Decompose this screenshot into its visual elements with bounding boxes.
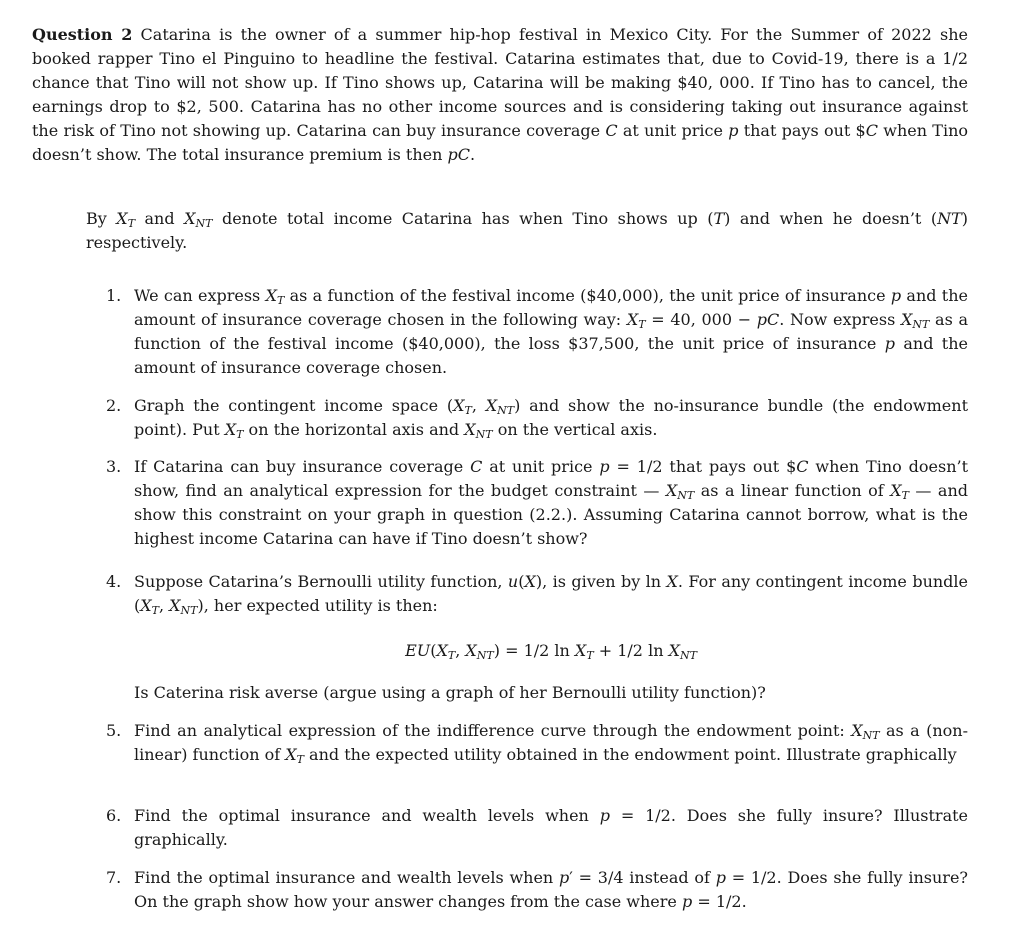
question-intro-text: Catarina is the owner of a summer hip-hop festival in Mexico City. For the Summer of 2022 she booked rapper Tino el Pinguino to headline the festival. Catarina estimates that, due to Covid-19, there is a 1/2 chance that Tino will not show up. If Tino shows up, Catarina will be making $40, 000. If Tino has to cancel, the earnings drop to $2, 500. Catarina has no other income sources and is considering taking out insurance against the risk of Tino not showing up. Catarina can buy insurance coverage C at unit price p that pays out $C when Tino doesn’t show. The total insurance premium is then pC. xyxy=(32,25,969,164)
item-text: We can express $X_T$ as a function of the festival income ($40,000), the unit price of insurance p and the amount of insurance coverage chosen in the following way: $X_T = 40$, 000 − pC. Now express $X_{NT}$ as a function of the festival income ($40,000), the loss $37,500, the unit price of insurance p and the amount of insurance coverage chosen. xyxy=(134,286,969,377)
list-item-1 xyxy=(106,284,968,380)
item-text: Find an analytical expression of the indifference curve through the endowment point: $X_{NT}$ as a (non-linear) function of $X_T$ and the expected utility obtained in the endowment point. Illustrate graphically xyxy=(134,721,968,766)
definition-text: By $X_T$ and $X_{NT}$ denote total income Catarina has when Tino shows up (T) and when he doesn’t (NT) respectively. xyxy=(86,209,969,252)
item-number: 5. xyxy=(106,721,122,740)
question-intro xyxy=(32,23,968,167)
item-number: 4. xyxy=(106,572,122,591)
item-text: Graph the contingent income space ($X_T$, $X_{NT}$) and show the no-insurance bundle (the endowment point). Put $X_T$ on the horizontal axis and $X_{NT}$ on the vertical axis. xyxy=(134,396,968,441)
item-number: 2. xyxy=(106,396,122,415)
list-item-7 xyxy=(106,866,968,914)
item-number: 1. xyxy=(106,286,122,305)
item-text: Suppose Catarina’s Bernoulli utility function, u(X), is given by ln X. For any contingent income bundle ($X_T$, $X_{NT}$), her expected utility is then: xyxy=(134,572,969,617)
item-4-followup: Is Caterina risk averse (argue using a graph of her Bernoulli utility function)? xyxy=(134,683,766,702)
expected-utility-equation: $EU(X_T$, $X_{NT}) = 1/2$ $\ln X_T + 1/2$ $\ln X_{NT}$ xyxy=(405,641,697,662)
item-text: Find the optimal insurance and wealth levels when p = 1/2. Does she fully insure? Illustrate graphically. xyxy=(134,806,969,849)
list-item-5 xyxy=(106,719,968,767)
item-text: Find the optimal insurance and wealth levels when p′ = 3/4 instead of p = 1/2. Does she fully insure? On the graph show how your answer changes from the case where p = 1/2. xyxy=(134,868,968,911)
list-item-4 xyxy=(106,570,968,618)
item-number: 6. xyxy=(106,806,122,825)
list-item-2 xyxy=(106,394,968,442)
list-item-3 xyxy=(106,455,968,551)
definition-paragraph xyxy=(86,207,968,255)
list-item-6 xyxy=(106,804,968,852)
item-number: 7. xyxy=(106,868,122,887)
item-number: 3. xyxy=(106,457,122,476)
question-label: Question 2 xyxy=(32,25,133,44)
item-text: If Catarina can buy insurance coverage C at unit price p = 1/2 that pays out $C when Tino doesn’t show, find an analytical expression for the budget constraint — $X_{NT}$ as a linear function of $X_T$ — and show this constraint on your graph in question (2.2.). Assuming Catarina cannot borrow, what is the highest income Catarina can have if Tino doesn’t show? xyxy=(134,457,969,548)
